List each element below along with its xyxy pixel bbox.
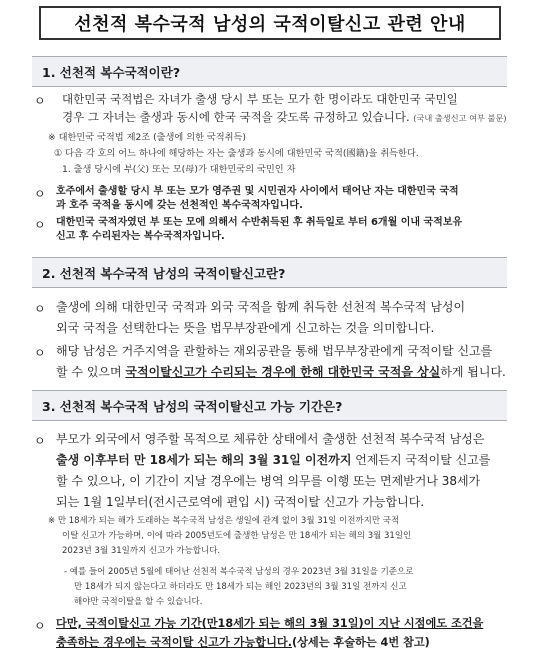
s1-law-item: 1. 출생 당시에 부(父) 또는 모(母)가 대한민국의 국민인 자	[62, 164, 296, 175]
s1-law-reference: ※ 대한민국 국적법 제2조 (출생에 의한 국적취득)	[48, 132, 246, 143]
section-1-heading: 1. 선천적 복수국적이란?	[32, 56, 507, 87]
s2-paragraph-2	[56, 341, 526, 383]
s3-emphasis: 출생 이후부터 만 18세가 되는 해의 3월 31일 이전까지	[56, 453, 352, 467]
s3-note-line3: 2023년 3월 31일까지 신고가 가능합니다.	[62, 546, 221, 556]
s1-p2-line1: 호주에서 출생할 당시 부 또는 모가 영주권 및 시민권자 사이에서 태어난 자는 대한민국 국적	[56, 186, 459, 197]
bullet-marker: ㅇ	[34, 434, 46, 448]
s2-paragraph-1	[56, 297, 526, 339]
s3-example	[64, 565, 534, 610]
s1-law-clause: ① 다음 각 호의 어느 하나에 해당하는 자는 출생과 동시에 대한민국 국적(國籍)을 취득한다.	[54, 148, 419, 159]
s3-final-line1: 다만, 국적이탈신고 가능 기간(만18세가 되는 해의 3월 31일)이 지난 시점에도 조건을	[56, 617, 484, 630]
bullet-marker: ㅇ	[34, 346, 46, 360]
s3-p1-line1: 부모가 외국에서 영주할 목적으로 체류한 상태에서 출생한 선천적 복수국적 남성은	[56, 432, 485, 446]
s2-p1-line2: 외국 국적을 선택한다는 뜻을 법무부장관에게 신고하는 것을 의미합니다.	[56, 321, 435, 335]
s3-note-1	[48, 514, 533, 559]
s2-p1-line1: 출생에 의해 대한민국 국적과 외국 국적을 함께 취득한 선천적 복수국적 남성이	[56, 300, 466, 314]
s2-p2-line2: 할 수 있으며 국적이탈신고가 수리되는 경우에 한해 대한민국 국적을 상실하게 됩니다.	[56, 365, 506, 379]
s3-final-paragraph	[56, 614, 536, 652]
section-2-heading: 2. 선천적 복수국적 남성의 국적이탈신고란?	[32, 257, 507, 288]
s3-p1-line4: 되는 1월 1일부터(전시근로역에 편입 시) 국적이탈 신고가 가능합니다.	[56, 495, 425, 509]
section-3-heading: 3. 선천적 복수국적 남성의 국적이탈신고 가능 기간은?	[32, 390, 507, 421]
s3-example-line1: - 예를 들어 2005년 5월에 태어난 선천적 복수국적 남성의 경우 2023년 3월 31일을 기준으로	[64, 567, 414, 577]
s1-p3-line2: 신고 후 수리된자는 복수국적자입니다.	[56, 231, 225, 242]
s3-final-line2: 충족하는 경우에는 국적이탈 신고가 가능합니다.(상세는 후술하는 4번 참고)	[56, 636, 430, 649]
s3-note-line2: 이탈 신고가 가능하며, 이에 따라 2005년도에 출생한 남성은 만 18세가 되는 해의 3월 31일인	[62, 531, 412, 541]
s1-p1-line1: 대한민국 국적법은 자녀가 출생 당시 부 또는 모가 한 명이라도 대한민국 국민일	[62, 92, 458, 106]
s3-paragraph-1	[56, 429, 531, 513]
s1-p2-line2: 과 호주 국적을 동시에 갖는 선천적인 복수국적자입니다.	[56, 200, 303, 211]
s1-paragraph-3	[56, 216, 526, 244]
document-title: 선천적 복수국적 남성의 국적이탈신고 관련 안내	[39, 6, 501, 40]
bullet-marker: ㅇ	[34, 302, 46, 316]
bullet-marker: ㅇ	[34, 94, 46, 108]
s2-p2-line1: 해당 남성은 거주지역을 관할하는 재외공관을 통해 법무부장관에게 국적이탈 신고를	[56, 344, 493, 358]
s3-p1-line2: 출생 이후부터 만 18세가 되는 해의 3월 31일 이전까지 언제든지 국적이탈 신고를	[56, 453, 491, 467]
bullet-marker: ㅇ	[34, 218, 46, 232]
s1-paragraph-1	[62, 90, 522, 127]
s1-paragraph-2	[56, 185, 526, 213]
s1-p3-line1: 대한민국 국적자였던 부 또는 모에 의해서 수반취득된 후 취득일로 부터 6개월 이내 국적보유	[56, 217, 463, 228]
s1-p1-line2: 경우 그 자녀는 출생과 동시에 한국 국적을 갖도록 규정하고 있습니다. (국내 출생신고 여부 불문)	[62, 110, 507, 124]
bullet-marker: ㅇ	[34, 187, 46, 201]
s3-p1-line3: 할 수 있으나, 이 기간이 지날 경우에는 병역 의무를 이행 또는 면제받거나 38세가	[56, 474, 481, 488]
s3-example-line3: 해야만 국적이탈을 할 수 있습니다.	[74, 597, 203, 607]
s3-note-line1: ※ 만 18세가 되는 해가 도래하는 복수국적 남성은 생일에 관계 없이 3월 31일 이전까지만 국적	[48, 516, 400, 526]
s3-example-line2: 만 18세가 되지 않는다고 하더라도 만 18세가 되는 해인 2023년의 3월 31일 전까지 신고	[74, 582, 407, 592]
bullet-marker: ㅇ	[34, 619, 46, 633]
s1-p1-note: (국내 출생신고 여부 불문)	[413, 113, 507, 123]
s2-emphasis: 국적이탈신고가 수리되는 경우에 한해 대한민국 국적을 상실	[125, 365, 441, 379]
